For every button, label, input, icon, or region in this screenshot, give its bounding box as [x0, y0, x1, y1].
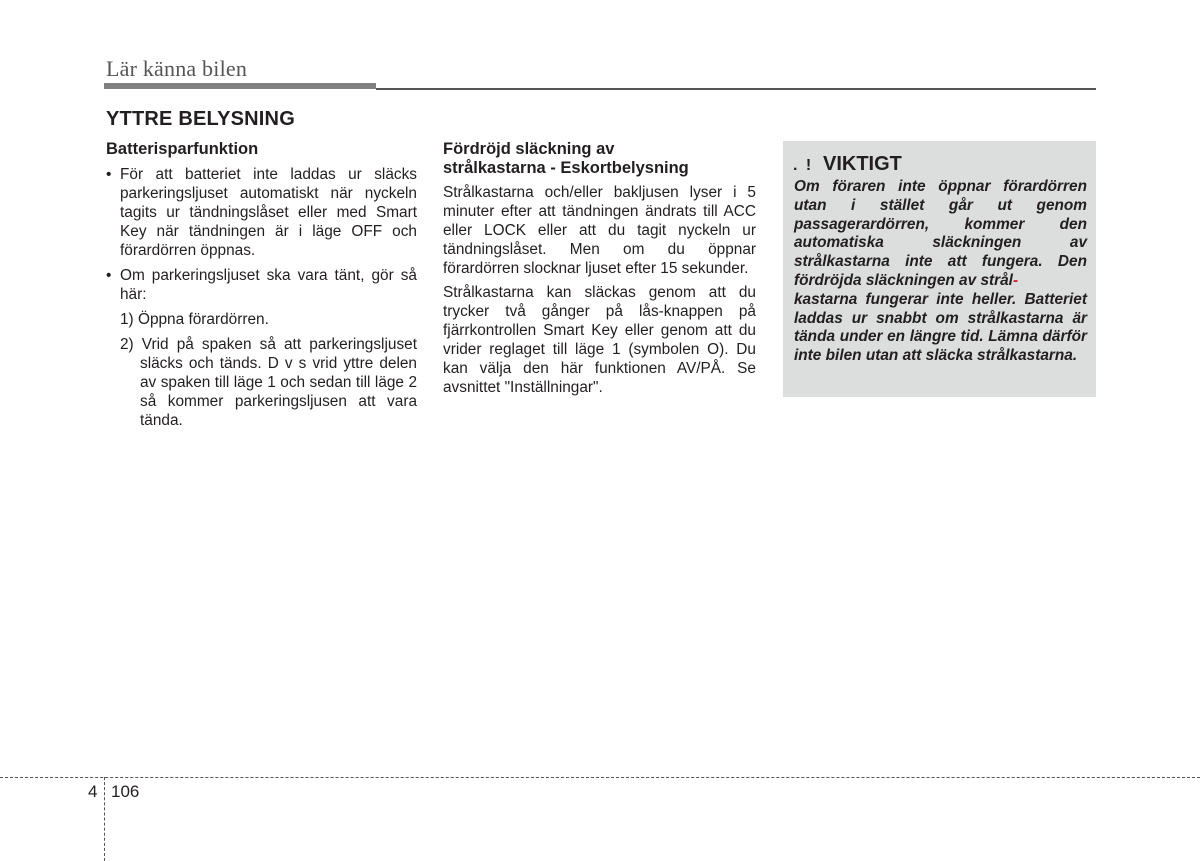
- escort-lighting-heading: [443, 140, 756, 177]
- bullet-text: För att batteriet inte laddas ur släcks parkeringsljuset automatiskt när nyckeln tagits ur tändningslåset eller med Smart Key när tändningen är i läge OFF och förardörren öppnas.: [120, 165, 417, 259]
- bullet-item: [106, 165, 417, 260]
- heading-line: strålkastarna - Eskortbelysning: [443, 158, 689, 177]
- paragraph: Strålkastarna och/eller bakljusen lyser i 5 minuter efter att tändningen ändrats till ACC eller LOCK eller att du tagit nyckeln ur tändningslåset. Men om du öppnar förardörren slocknar ljuset efter 15 sekunder.: [443, 184, 756, 277]
- paragraph: Strålkastarna kan släckas genom att du trycker två gånger på lås-knappen på fjärrkontrollen Smart Key eller genom att du vrider reglaget till läge 1 (symbolen O). Du kan välja den här funktionen AV/PÅ. Se avsnittet "Inställningar".: [443, 284, 756, 396]
- header-rule: [376, 88, 1096, 90]
- warning-text-part: Om föraren inte öppnar förardörren utan i stället går ut genom passagerardörren, kommer den automatiska släckningen av strålkastarna inte att fungera. Den fördröjda släckningen av strål: [794, 178, 1087, 289]
- warning-title: VIKTIGT: [823, 153, 902, 175]
- warning-hyphen: -: [1012, 271, 1019, 289]
- warning-text-part: kastarna fungerar inte heller. Batteriet laddas ur snabbt om strålkastarna är tända under en längre tid. Lämna därför inte bilen utan att släcka strålkastarna.: [794, 290, 1087, 365]
- bullet-marker: •: [106, 266, 112, 284]
- step-number: 1): [120, 310, 134, 328]
- step-item: [106, 335, 417, 430]
- footer-vertical-rule: [104, 777, 105, 861]
- step-item: [106, 310, 417, 329]
- page-number: 106: [111, 782, 140, 801]
- step-number: 2): [120, 335, 134, 353]
- bullet-text: Om parkeringsljuset ska vara tänt, gör så här:: [120, 266, 417, 303]
- chapter-number: 4: [88, 782, 98, 801]
- battery-saver-heading: Batterisparfunktion: [106, 140, 259, 158]
- warning-header: [793, 153, 902, 176]
- header-bar: [104, 83, 376, 89]
- warning-text: [794, 178, 1087, 366]
- warning-exclamation-icon: . !: [793, 157, 814, 174]
- step-text: Öppna förardörren.: [137, 310, 269, 328]
- column-escort-lighting: [443, 140, 756, 402]
- chapter-header-title: Lär känna bilen: [106, 56, 248, 81]
- footer-rule: [0, 777, 1200, 778]
- column-battery-saver: [106, 140, 417, 436]
- bullet-marker: •: [106, 165, 112, 183]
- step-text: Vrid på spaken så att parkeringsljuset släcks och tänds. D v s vrid yttre delen av spaken till läge 1 och sedan till läge 2 så kommer parkeringsljusen att vara tända.: [140, 335, 417, 429]
- bullet-item: [106, 266, 417, 304]
- warning-box: [783, 141, 1096, 397]
- heading-line: Fördröjd släckning av: [443, 140, 615, 158]
- section-title: YTTRE BELYSNING: [106, 108, 295, 130]
